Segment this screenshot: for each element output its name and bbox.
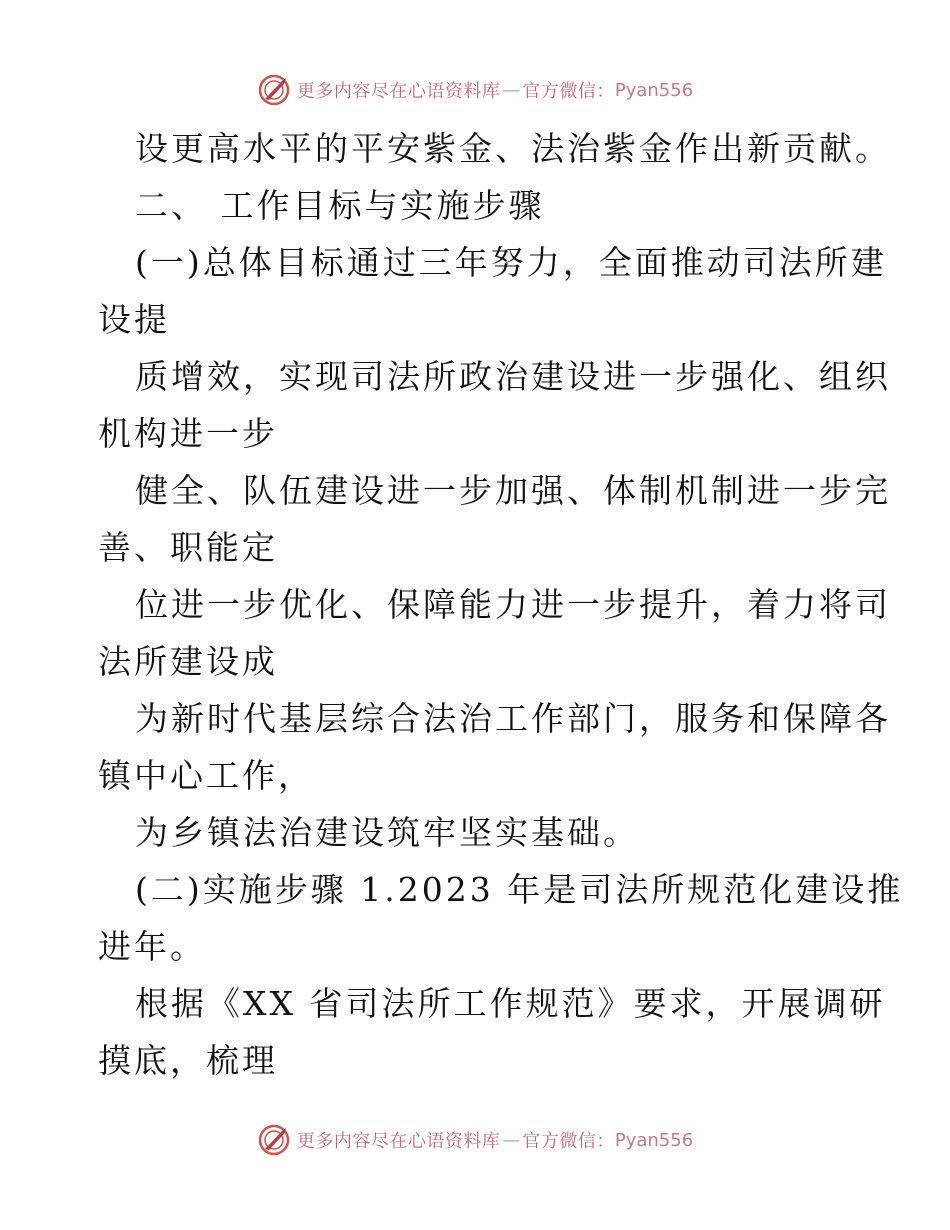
paragraph-line: 设更高水平的平安紫金、法治紫金作出新贡献。	[135, 129, 891, 168]
paragraph-line: (一)总体目标通过三年努力，全面推动司法所建	[135, 243, 887, 282]
paragraph-line: 法所建设成	[98, 642, 278, 681]
watermark-contact: 官方微信：	[522, 81, 615, 102]
paragraph-line: 健全、队伍建设进一步加强、体制机制进一步完	[135, 471, 891, 510]
watermark-text: 更多内容尽在心语资料库	[296, 1131, 501, 1152]
paragraph-line: 机构进一步	[98, 414, 278, 453]
section-heading: 二、 工作目标与实施步骤	[135, 186, 545, 225]
paragraph-line: 进年。	[98, 927, 206, 966]
feather-pen-circle-icon	[257, 73, 291, 107]
document-body	[98, 120, 904, 1089]
watermark-dash: —	[502, 1129, 521, 1151]
paragraph-line: 为新时代基层综合法治工作部门，服务和保障各	[135, 699, 891, 738]
watermark-contact: 官方微信：	[522, 1131, 615, 1152]
feather-pen-circle-icon	[257, 1123, 291, 1157]
watermark-text: 更多内容尽在心语资料库	[296, 81, 501, 102]
footer-watermark	[0, 1122, 950, 1158]
paragraph-line: 摸底，梳理	[98, 1041, 278, 1080]
watermark-dash: —	[502, 79, 521, 101]
watermark-id: Pyan556	[614, 79, 694, 101]
watermark-id: Pyan556	[614, 1129, 694, 1151]
paragraph-line: (二)实施步骤 1.2023 年是司法所规范化建设推	[135, 870, 904, 909]
paragraph-line: 为乡镇法治建设筑牢坚实基础。	[135, 813, 639, 852]
paragraph-line: 根据《XX 省司法所工作规范》要求，开展调研	[135, 984, 886, 1023]
header-watermark	[0, 72, 950, 108]
paragraph-line: 镇中心工作，	[98, 756, 314, 795]
paragraph-line: 位进一步优化、保障能力进一步提升，着力将司	[135, 585, 891, 624]
paragraph-line: 设提	[98, 300, 170, 339]
paragraph-line: 质增效，实现司法所政治建设进一步强化、组织	[135, 357, 891, 396]
paragraph-line: 善、职能定	[98, 528, 278, 567]
